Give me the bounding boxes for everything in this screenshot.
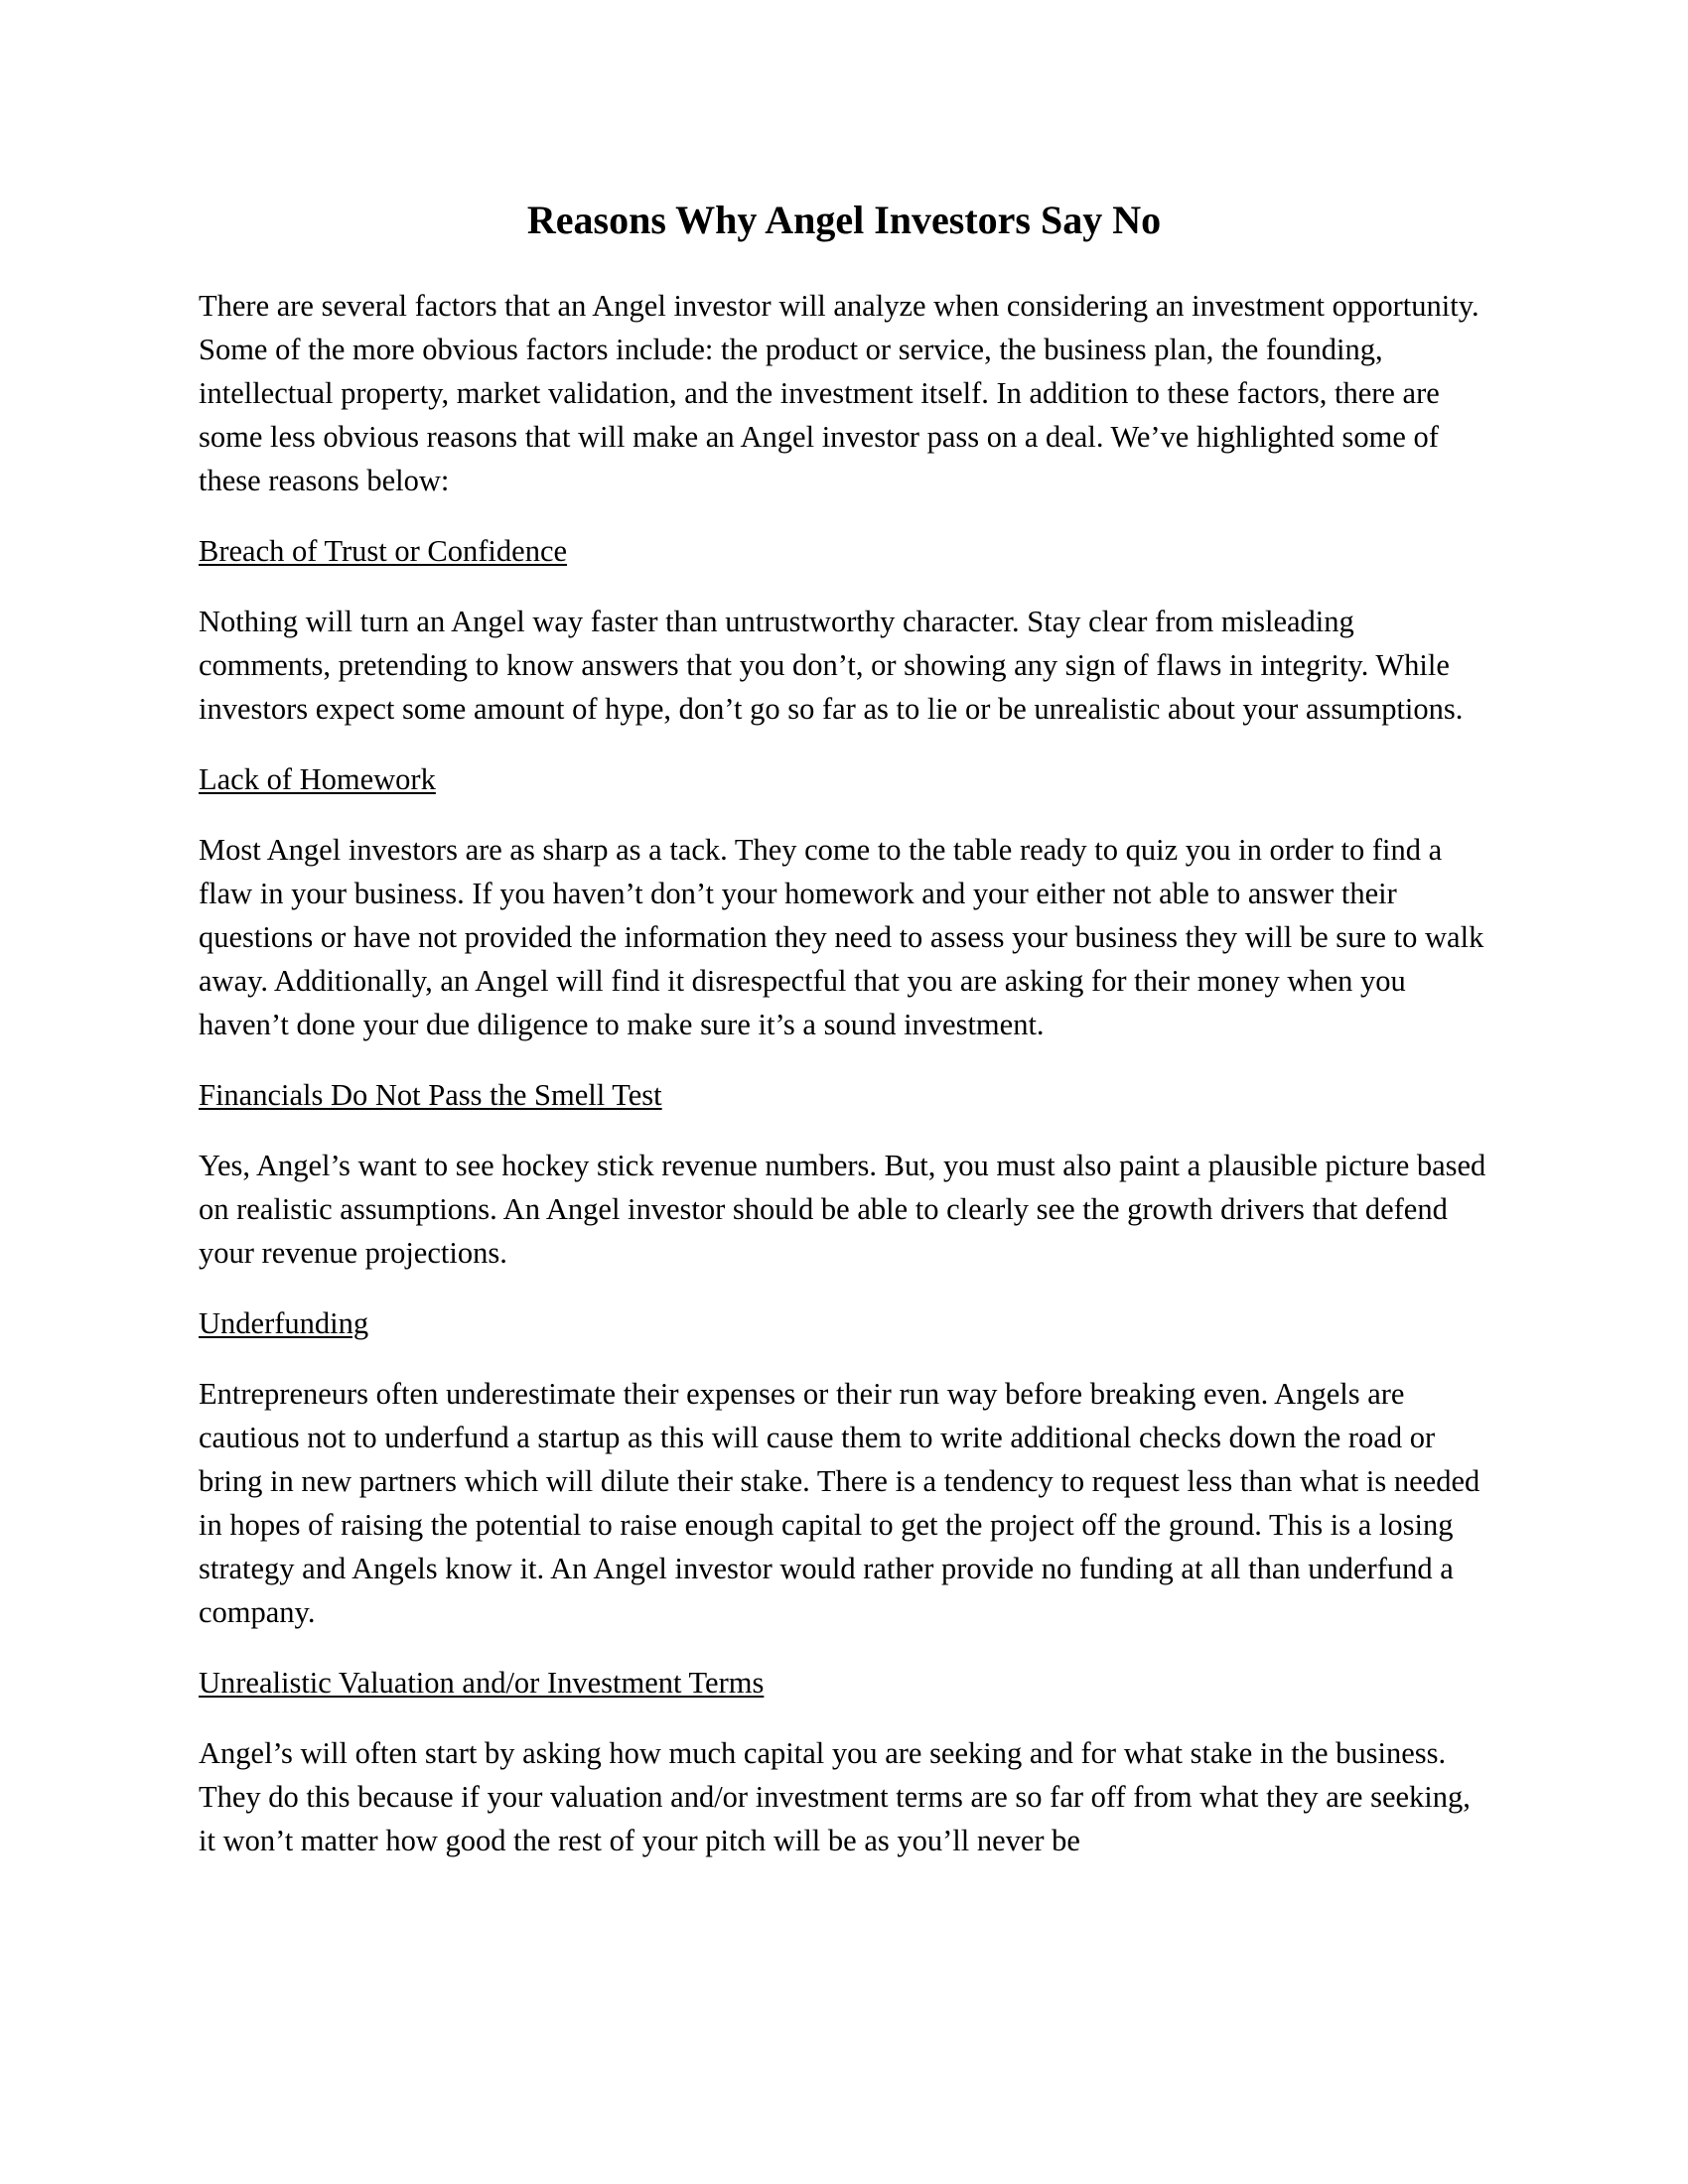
section-body-breach-of-trust: Nothing will turn an Angel way faster than untrustworthy character. Stay clear from misleading comments, pretending to know answers that you don’t, or showing any sign of flaws in integrity. While investors expect some amount of hype, don’t go so far as to lie or be unrealistic about your assumptions. bbox=[199, 605, 1464, 726]
section-heading-unrealistic-valuation: Unrealistic Valuation and/or Investment Terms bbox=[199, 1666, 765, 1700]
section-heading-financials: Financials Do Not Pass the Smell Test bbox=[199, 1078, 662, 1112]
section-heading-breach-of-trust: Breach of Trust or Confidence bbox=[199, 534, 568, 568]
document-title: Reasons Why Angel Investors Say No bbox=[526, 198, 1162, 242]
section-body-unrealistic-valuation: Angel’s will often start by asking how much capital you are seeking and for what stake in the business. They do this because if your valuation and/or investment terms are so far off from what they are seeking, it won’t matter how good the rest of your pitch will be as you’ll never be bbox=[199, 1736, 1471, 1857]
intro-paragraph: There are several factors that an Angel investor will analyze when considering an investment opportunity. Some of the more obvious factors include: the product or service, the business plan, the founding, intellectual property, market validation, and the investment itself. In addition to these factors, there are some less obvious reasons that will make an Angel investor pass on a deal. We’ve highlighted some of these reasons below: bbox=[199, 289, 1479, 497]
section-body-financials: Yes, Angel’s want to see hockey stick revenue numbers. But, you must also paint a plausible picture based on realistic assumptions. An Angel investor should be able to clearly see the growth drivers that defend your revenue projections. bbox=[199, 1149, 1486, 1270]
document-content bbox=[199, 195, 1489, 1889]
section-body-underfunding: Entrepreneurs often underestimate their expenses or their run way before breaking even. Angels are cautious not to underfund a startup as this will cause them to write additional checks down the road or bring in new partners which will dilute their stake. There is a tendency to request less than what is needed in hopes of raising the potential to raise enough capital to get the project off the ground. This is a losing strategy and Angels know it. An Angel investor would rather provide no funding at all than underfund a company. bbox=[199, 1377, 1480, 1629]
section-heading-underfunding: Underfunding bbox=[199, 1306, 369, 1340]
section-body-lack-of-homework: Most Angel investors are as sharp as a tack. They come to the table ready to quiz you in order to find a flaw in your business. If you haven’t don’t your homework and your either not able to answer their questions or have not provided the information they need to assess your business they will be sure to walk away. Additionally, an Angel will find it disrespectful that you are asking for their money when you haven’t done your due diligence to make sure it’s a sound investment. bbox=[199, 833, 1484, 1041]
section-heading-lack-of-homework: Lack of Homework bbox=[199, 762, 436, 796]
